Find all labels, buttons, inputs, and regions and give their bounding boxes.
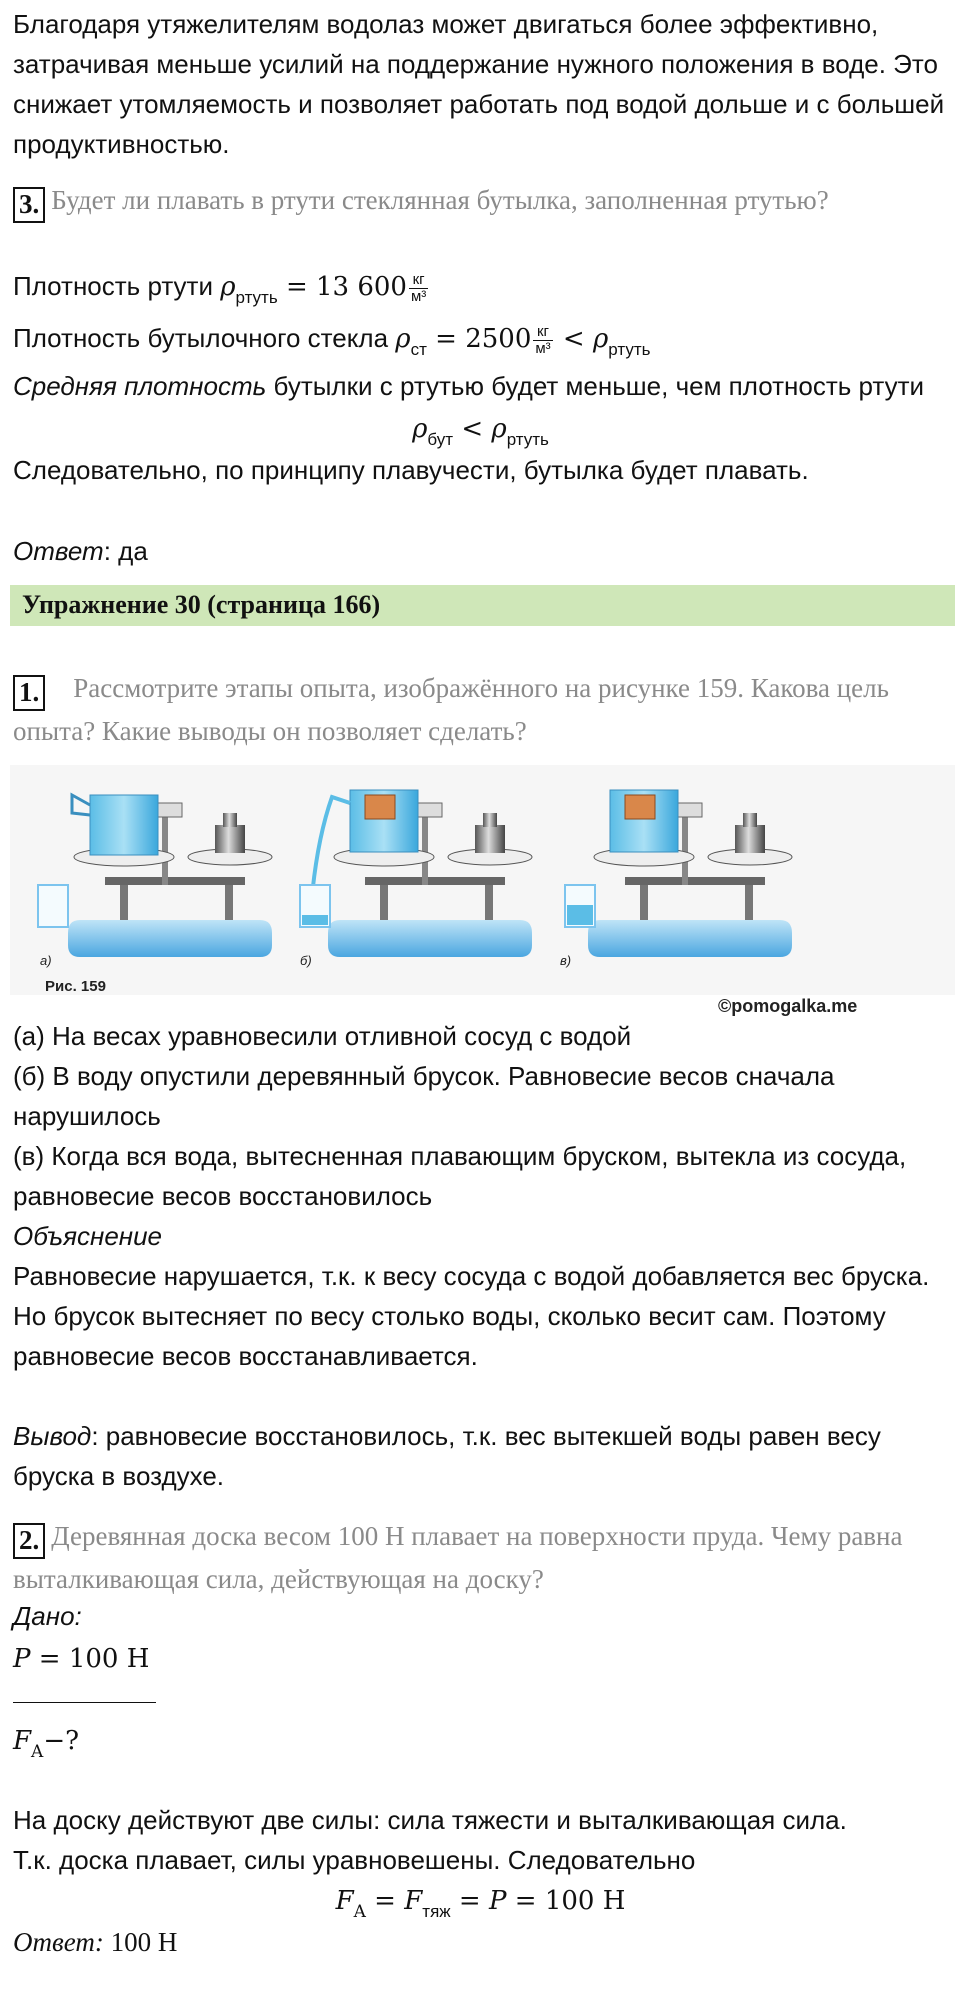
scale-post	[225, 885, 233, 920]
less-than: <	[554, 324, 593, 354]
f-symbol: F	[335, 1886, 354, 1916]
question-number: 3.	[13, 187, 45, 223]
rho-symbol: ρ	[220, 272, 236, 302]
value: = 13 600	[277, 272, 407, 302]
subscript: A	[353, 1902, 366, 1922]
q2-text1: На доску действуют две силы: сила тяжести и выталкивающая сила.	[13, 1805, 847, 1835]
weight-knob	[743, 813, 757, 827]
scale-base	[328, 920, 532, 957]
weight	[735, 825, 765, 853]
label: Плотность бутылочного стекла	[13, 323, 396, 353]
explanation-text: Равновесие нарушается, т.к. к весу сосуда с водой добавляется вес бруска. Но брусок вытесняет по весу столько воды, сколько весит сам. Поэтому равновесие весов восстанавливается.	[13, 1261, 930, 1371]
unit-den: м³	[535, 339, 551, 357]
value: = 100 Н	[30, 1644, 150, 1674]
q3-answer	[13, 531, 948, 571]
q2-text2: Т.к. доска плавает, силы уравновешены. Следовательно	[13, 1845, 696, 1875]
weight	[215, 825, 245, 853]
q3-density-mercury	[13, 266, 948, 310]
value: = 2500	[426, 324, 532, 354]
conclusion-label: Вывод	[13, 1421, 92, 1451]
scale-post	[745, 885, 753, 920]
glass-water	[567, 905, 593, 925]
section-header	[10, 585, 955, 626]
label-b: б)	[300, 953, 312, 968]
stage-b: (б) В воду опустили деревянный брусок. Равновесие весов сначала нарушилось	[13, 1061, 835, 1131]
rho-symbol: ρ	[412, 414, 428, 444]
weight-knob	[483, 813, 497, 827]
rho-symbol: ρ	[395, 324, 411, 354]
question-number: 2.	[13, 1523, 45, 1559]
question-text: Будет ли плавать в ртути стеклянная бутылка, заполненная ртутью?	[51, 185, 829, 215]
question-2	[13, 1516, 948, 1599]
label-v: в)	[560, 953, 572, 968]
q2-given-value	[13, 1638, 948, 1679]
p-symbol: P	[489, 1886, 507, 1916]
scale-base	[588, 920, 792, 957]
subscript: ст	[410, 340, 427, 359]
find-mark: −?	[43, 1726, 80, 1756]
q1-explanation-lines	[13, 1016, 948, 1376]
q3-average-density	[13, 366, 948, 406]
rho-symbol: ρ	[491, 414, 507, 444]
answer-value: 100 Н	[103, 1927, 178, 1957]
scale-post	[640, 885, 648, 920]
scale-pointer	[422, 815, 428, 885]
f-symbol: F	[13, 1726, 32, 1756]
unit-den: м³	[410, 287, 427, 305]
p-symbol: P	[13, 1644, 31, 1674]
stage-v: (в) Когда вся вода, вытесненная плавающим бруском, вытекла из сосуда, равновесие весов восстановилось	[13, 1141, 907, 1211]
scale-base	[68, 920, 272, 957]
empty-glass	[38, 885, 68, 927]
scale-pointer	[162, 815, 168, 885]
section-title: Упражнение 30 (страница 166)	[22, 590, 381, 619]
unit-fraction	[533, 324, 552, 357]
answer-label: Ответ	[13, 536, 104, 566]
explanation-label: Объяснение	[13, 1221, 163, 1251]
wood-block	[625, 795, 655, 819]
stage-a: (а) На весах уравновесили отливной сосуд с водой	[13, 1021, 632, 1051]
q2-formula	[13, 1880, 948, 1924]
answer-label: Ответ:	[13, 1927, 104, 1957]
question-1	[13, 668, 948, 751]
q3-formula	[13, 408, 948, 452]
label: Плотность ртути	[13, 271, 221, 301]
wood-block	[365, 795, 395, 819]
figure-159	[10, 765, 955, 995]
subscript: A	[31, 1742, 44, 1762]
unit-fraction	[409, 272, 428, 305]
q1-conclusion	[13, 1416, 948, 1496]
question-text: Рассмотрите этапы опыта, изображённого на рисунке 159. Какова цель опыта? Какие выводы он позволяет сделать?	[13, 673, 889, 747]
weight	[475, 825, 505, 853]
rho-symbol: ρ	[593, 324, 609, 354]
scale-post	[485, 885, 493, 920]
text: бутылки с ртутью будет меньше, чем плотность ртути	[266, 371, 925, 401]
scale-beam	[105, 877, 245, 885]
vessel-water	[90, 795, 158, 855]
label-a: а)	[40, 953, 52, 968]
q2-given-label	[13, 1596, 948, 1636]
conclusion-text: : равновесие восстановилось, т.к. вес вытекшей воды равен весу бруска в воздухе.	[13, 1421, 881, 1491]
weight-knob	[223, 813, 237, 827]
question-3	[13, 180, 948, 223]
unit-num: кг	[533, 324, 552, 341]
question-number: 1.	[13, 675, 45, 711]
q3-density-glass	[13, 318, 948, 362]
q2-answer	[13, 1922, 948, 1962]
q3-conclusion: Следовательно, по принципу плавучести, бутылка будет плавать.	[13, 455, 809, 485]
given-divider	[13, 1702, 156, 1703]
value: = 100 Н	[506, 1886, 626, 1916]
subscript: ртуть	[506, 430, 549, 449]
subscript: бут	[427, 430, 454, 449]
subscript: ртуть	[235, 288, 278, 307]
f-symbol: F	[404, 1886, 423, 1916]
scale-post	[120, 885, 128, 920]
intro-paragraph: Благодаря утяжелителям водолаз может двигаться более эффективно, затрачивая меньше усилий на поддержание нужного положения в воде. Это снижает утомляемость и позволяет работать под водой дольше и с большей продуктивностью.	[13, 9, 945, 159]
watermark: ©pomogalka.me	[718, 996, 858, 1016]
unit-num: кг	[409, 272, 428, 289]
scale-beam	[365, 877, 505, 885]
less-than: <	[453, 414, 492, 444]
subscript: ртуть	[608, 340, 651, 359]
equals: =	[365, 1886, 405, 1916]
italic-term: Средняя плотность	[13, 371, 267, 401]
subscript: тяж	[422, 1902, 451, 1921]
question-text: Деревянная доска весом 100 Н плавает на поверхности пруда. Чему равна выталкивающая сила, действующая на доску?	[13, 1521, 903, 1595]
figure-caption: Рис. 159	[45, 978, 106, 995]
q2-find	[13, 1720, 948, 1764]
equals: =	[450, 1886, 489, 1916]
answer-value: : да	[103, 536, 148, 566]
given-label: Дано:	[13, 1601, 82, 1631]
scale-pointer	[682, 815, 688, 885]
glass-water	[302, 915, 328, 925]
scale-beam	[625, 877, 765, 885]
scale-post	[380, 885, 388, 920]
